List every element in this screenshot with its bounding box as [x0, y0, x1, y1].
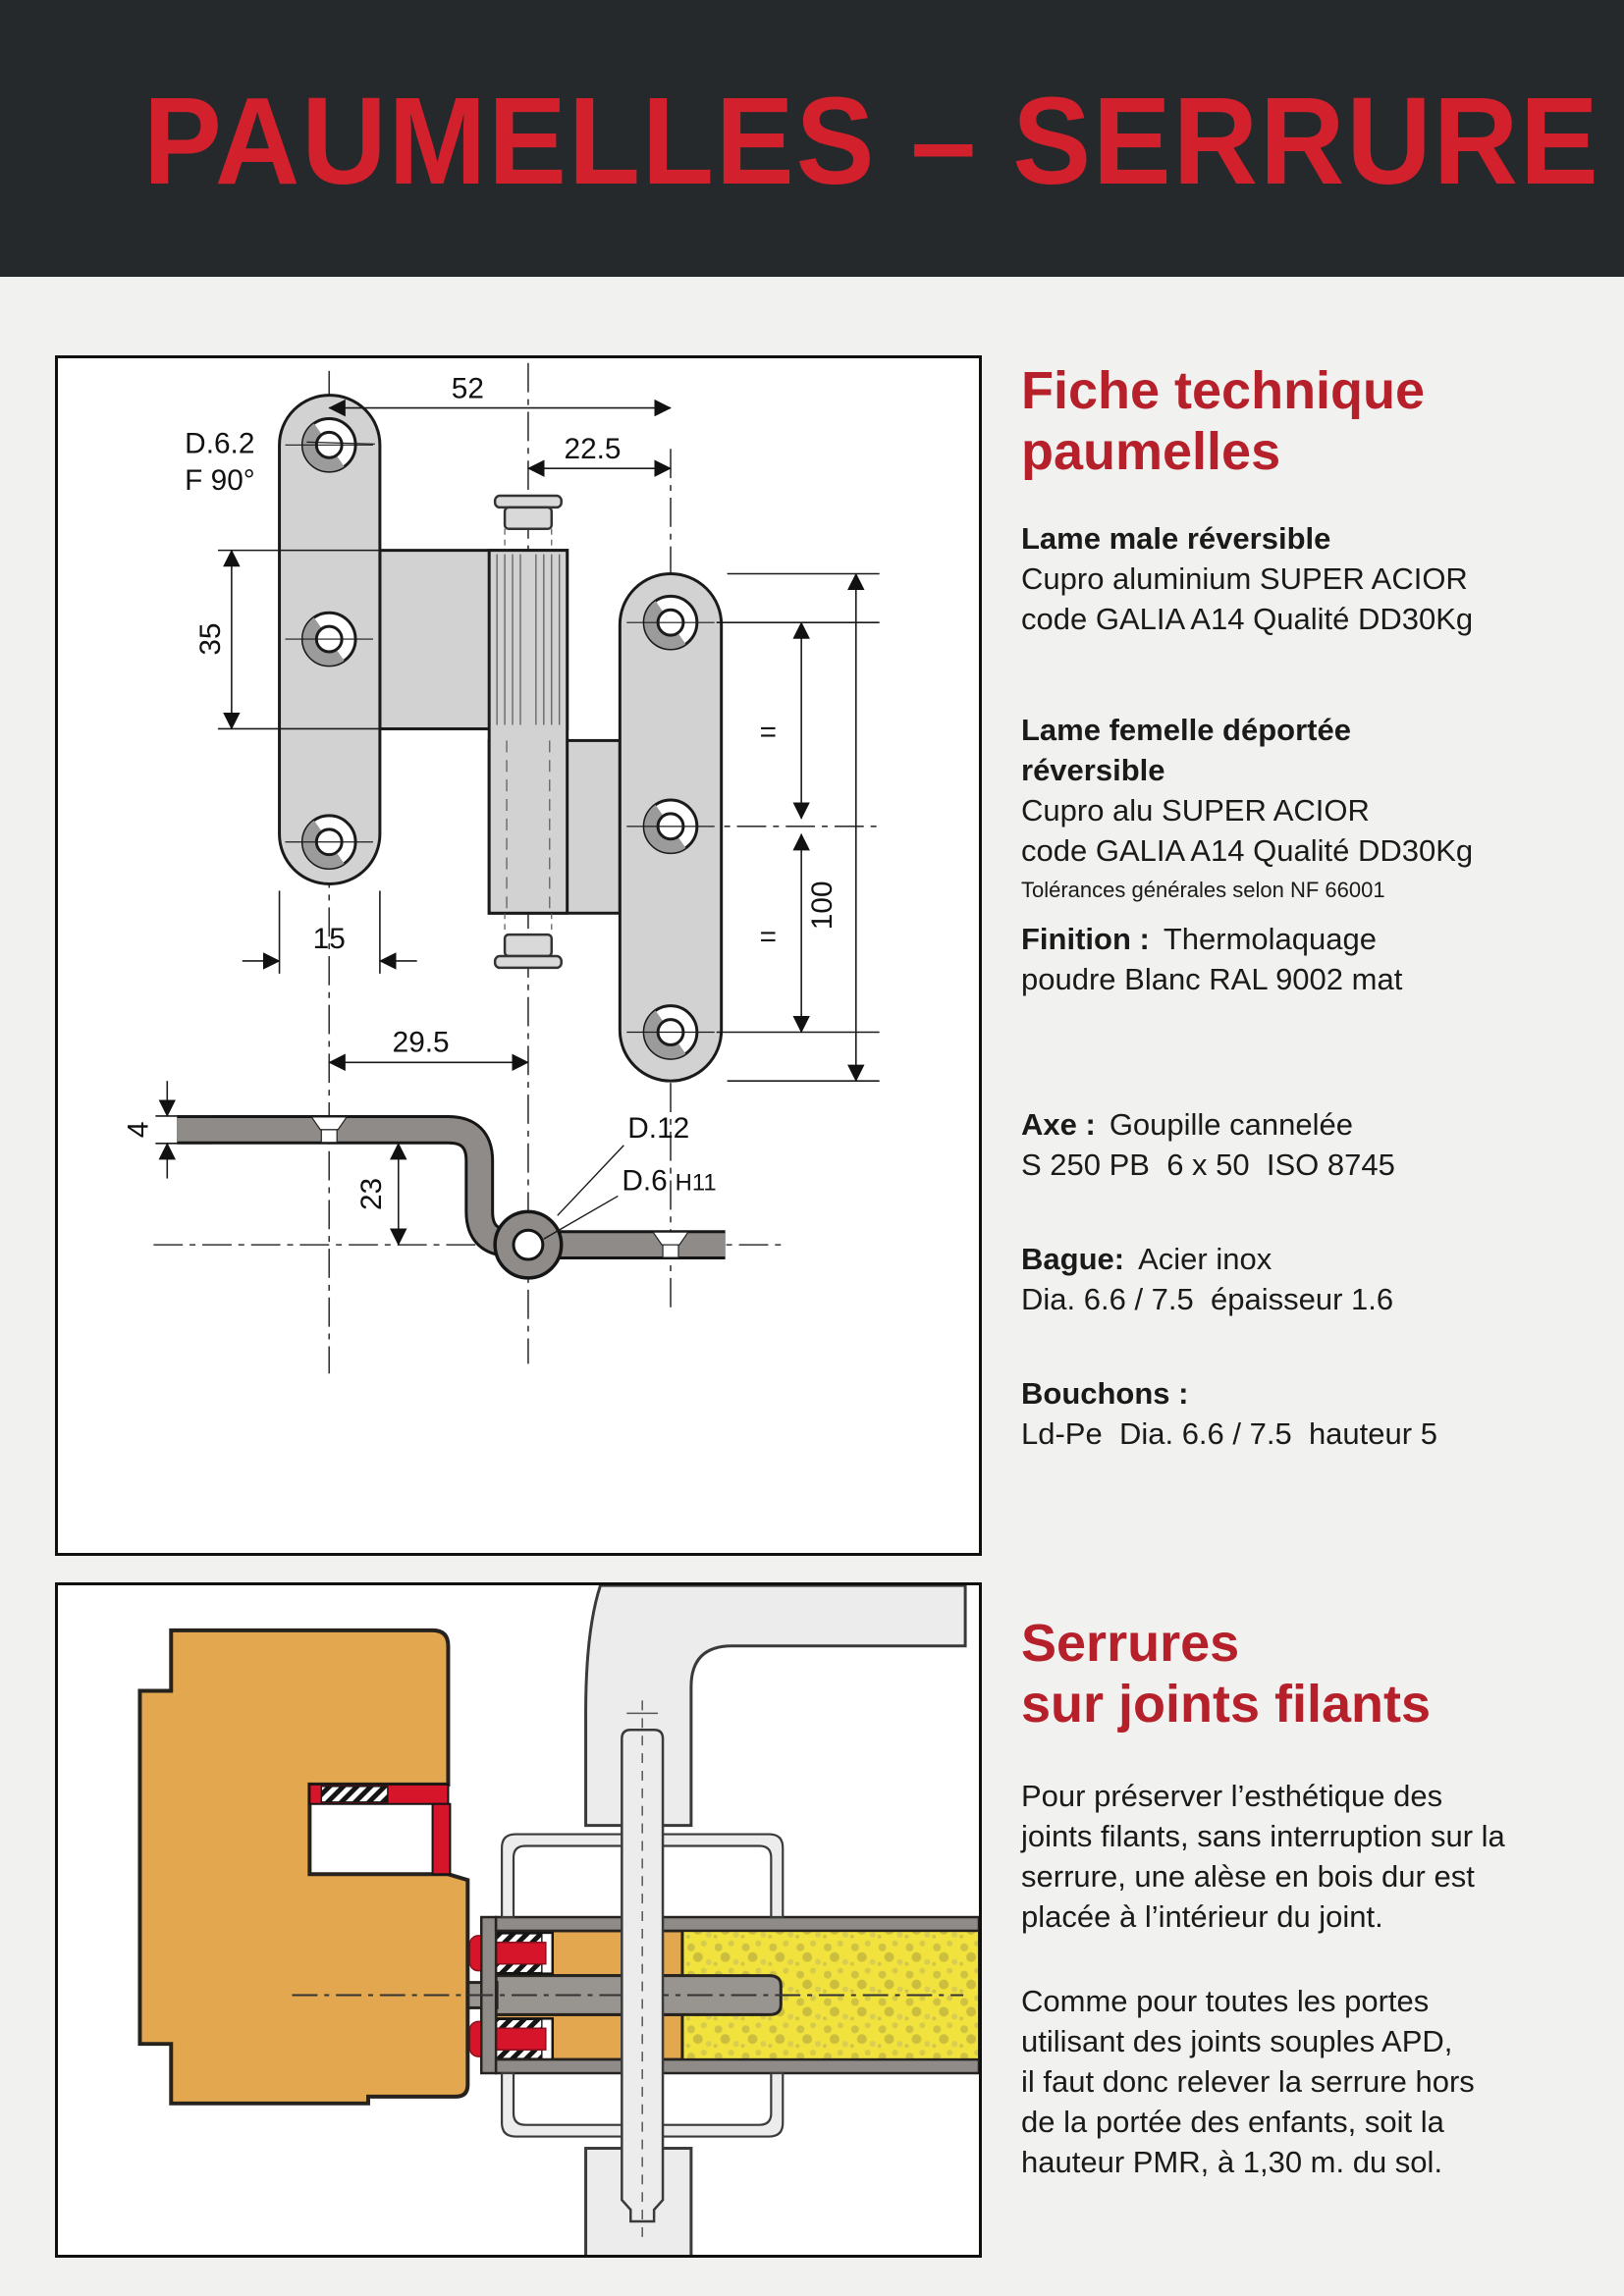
paragraph-line: placée à l’intérieur du joint.	[1021, 1899, 1383, 1934]
paragraph-line: Comme pour toutes les portes	[1021, 1984, 1430, 2018]
axis-label-d12: D.12	[627, 1111, 690, 1145]
seal-tape-icon	[491, 1964, 542, 1973]
door-skin-bottom	[496, 2059, 979, 2073]
equal-mark-bottom: =	[759, 921, 778, 954]
fiche-title	[1021, 360, 1622, 482]
spec-finition-label: Finition :	[1021, 922, 1150, 956]
seal-tape-icon	[491, 2019, 542, 2028]
paragraph-line: de la portée des enfants, soit la	[1021, 2105, 1444, 2139]
dim-label-15: 15	[312, 923, 346, 956]
hinge-knuckle-barrel	[489, 551, 567, 914]
frame-seal	[309, 1785, 450, 1874]
door-skin-top	[496, 1917, 979, 1931]
hinge-drawing	[58, 358, 979, 1553]
paragraph-line: joints filants, sans interruption sur la	[1021, 1819, 1505, 1853]
cap-top-flange-icon	[495, 496, 562, 507]
spec-bague-label: Bague:	[1021, 1242, 1125, 1276]
serrures-paragraph-2	[1021, 1981, 1622, 2182]
spec-bague-value-line2: Dia. 6.6 / 7.5 épaisseur 1.6	[1021, 1282, 1394, 1316]
seal-tape-icon	[321, 1787, 388, 1802]
hinge-drawing-panel	[55, 355, 982, 1556]
spec-bague	[1021, 1239, 1622, 1319]
serrures-title-line2: sur joints filants	[1021, 1675, 1432, 1734]
spec-axe-value-line1: Goupille cannelée	[1109, 1107, 1353, 1142]
lock-drawing-panel	[55, 1582, 982, 2258]
spec-lame-femelle	[1021, 710, 1622, 904]
lock-section-drawing	[58, 1585, 979, 2255]
dim-label-29-5: 29.5	[392, 1026, 450, 1059]
page-header	[0, 0, 1624, 277]
spec-axe	[1021, 1104, 1622, 1185]
page-title: PAUMELLES – SERRURE	[143, 72, 1600, 210]
paragraph-line: hauteur PMR, à 1,30 m. du sol.	[1021, 2145, 1443, 2179]
spec-axe-value-line2: S 250 PB 6 x 50 ISO 8745	[1021, 1148, 1395, 1182]
paragraph-line: il faut donc relever la serrure hors	[1021, 2064, 1475, 2099]
cap-top-body-icon	[505, 507, 552, 529]
dim-label-35: 35	[193, 622, 227, 656]
spec-lame-femelle-title-line1: Lame femelle déportée	[1021, 713, 1351, 747]
serrures-title-line1: Serrures	[1021, 1614, 1240, 1673]
cap-bottom-flange-icon	[495, 956, 562, 968]
spec-bouchons-value: Ld-Pe Dia. 6.6 / 7.5 hauteur 5	[1021, 1416, 1437, 1451]
equal-mark-top: =	[759, 716, 778, 749]
fiche-title-line2: paumelles	[1021, 422, 1281, 481]
dim-label-4: 4	[122, 1121, 155, 1139]
spec-finition-value-line2: poudre Blanc RAL 9002 mat	[1021, 962, 1403, 996]
spec-finition	[1021, 919, 1622, 999]
hole-spec-label-line2: F 90°	[185, 464, 255, 498]
spec-finition-value-line1: Thermolaquage	[1163, 922, 1377, 956]
door-frame-jamb	[139, 1630, 467, 2104]
spec-lame-femelle-title-line2: réversible	[1021, 753, 1165, 787]
profile-pin-hole	[514, 1230, 543, 1259]
spec-lame-male-line1: Cupro aluminium SUPER ACIOR	[1021, 561, 1468, 596]
spec-bouchons	[1021, 1373, 1622, 1454]
axis-label-d6: D.6	[622, 1164, 668, 1198]
spec-lame-femelle-line1: Cupro alu SUPER ACIOR	[1021, 793, 1370, 828]
fiche-title-line1: Fiche technique	[1021, 361, 1426, 420]
spec-bouchons-label: Bouchons :	[1021, 1376, 1189, 1411]
cap-bottom-body-icon	[505, 934, 552, 956]
spec-lame-male-line2: code GALIA A14 Qualité DD30Kg	[1021, 602, 1474, 636]
dim-label-23: 23	[354, 1177, 388, 1211]
spec-bague-value-line1: Acier inox	[1138, 1242, 1272, 1276]
spec-axe-label: Axe :	[1021, 1107, 1096, 1142]
axis-label-h11: H11	[675, 1169, 717, 1197]
axis-label-d6-h11	[622, 1164, 716, 1197]
seal-tape-icon	[491, 2050, 542, 2058]
dim-label-22-5: 22.5	[564, 433, 622, 466]
dim-label-52: 52	[451, 372, 484, 405]
paragraph-line: serrure, une alèse en bois dur est	[1021, 1859, 1475, 1894]
spec-tolerances-note: Tolérances générales selon NF 66001	[1021, 878, 1385, 902]
seal-tape-icon	[491, 1934, 542, 1943]
spec-lame-male	[1021, 518, 1622, 639]
serrures-title	[1021, 1613, 1622, 1735]
dim-label-100: 100	[805, 881, 839, 931]
hole-spec-label-line1: D.6.2	[185, 427, 255, 460]
spec-lame-femelle-line2: code GALIA A14 Qualité DD30Kg	[1021, 833, 1474, 868]
paragraph-line: utilisant des joints souples APD,	[1021, 2024, 1453, 2058]
spec-lame-male-title: Lame male réversible	[1021, 521, 1331, 556]
serrures-paragraph-1	[1021, 1776, 1622, 1937]
paragraph-line: Pour préserver l’esthétique des	[1021, 1779, 1443, 1813]
